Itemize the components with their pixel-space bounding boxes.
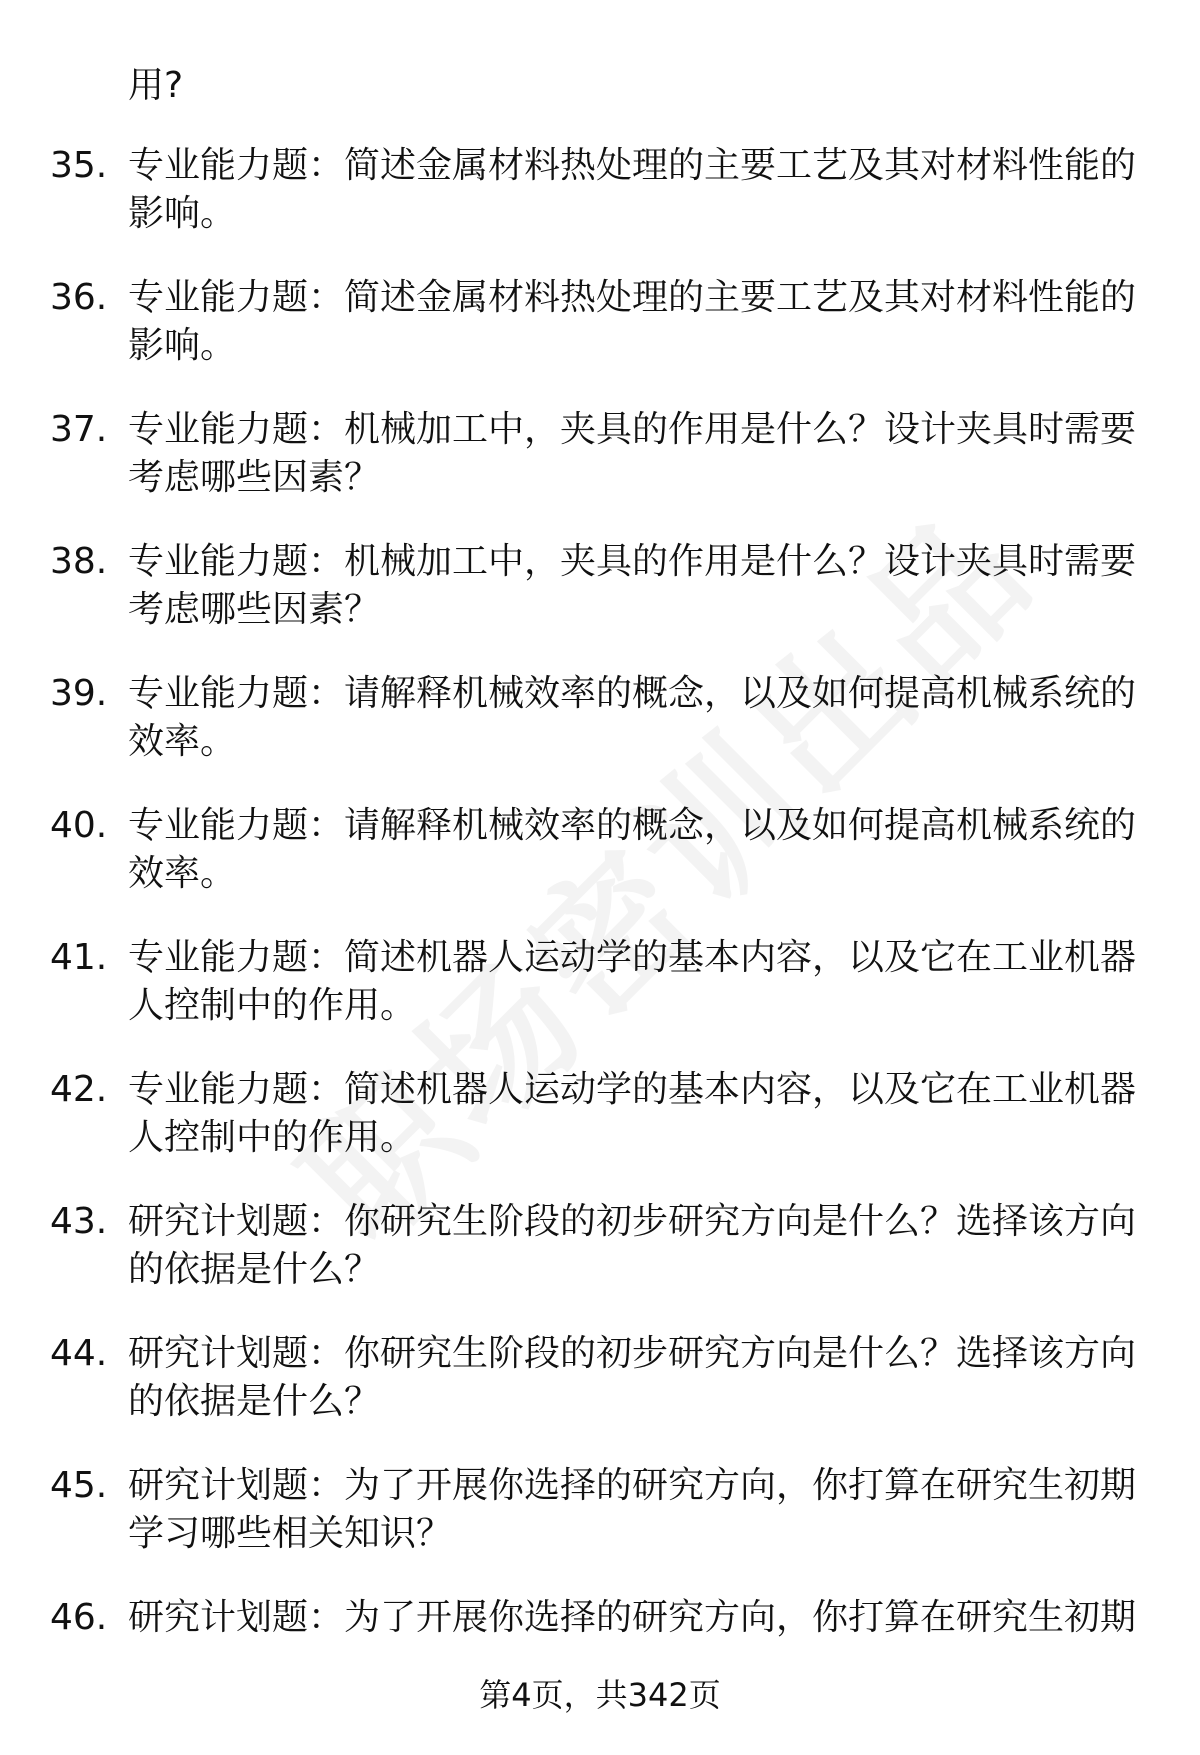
question-number: 36. bbox=[50, 277, 108, 318]
question-item bbox=[0, 538, 1200, 670]
question-item bbox=[0, 1198, 1200, 1330]
question-number: 44. bbox=[50, 1333, 108, 1374]
question-item bbox=[0, 274, 1200, 406]
question-text: 研究计划题：你研究生阶段的初步研究方向是什么？选择该方向的依据是什么？ bbox=[128, 1333, 1137, 1422]
question-text: 专业能力题：简述金属材料热处理的主要工艺及其对材料性能的影响。 bbox=[128, 145, 1137, 234]
question-item bbox=[0, 802, 1200, 934]
question-number: 46. bbox=[50, 1597, 108, 1638]
question-text: 专业能力题：请解释机械效率的概念，以及如何提高机械系统的效率。 bbox=[128, 673, 1137, 762]
question-text: 研究计划题：为了开展你选择的研究方向，你打算在研究生初期学习哪些相关知识？ bbox=[128, 1465, 1137, 1554]
question-text: 专业能力题：简述机器人运动学的基本内容，以及它在工业机器人控制中的作用。 bbox=[128, 937, 1137, 1026]
question-number: 39. bbox=[50, 673, 108, 714]
question-number: 37. bbox=[50, 409, 108, 450]
question-number: 38. bbox=[50, 541, 108, 582]
question-text: 专业能力题：机械加工中，夹具的作用是什么？设计夹具时需要考虑哪些因素？ bbox=[128, 409, 1137, 498]
question-list bbox=[0, 142, 1200, 1726]
page-footer: 第4页，共342页 bbox=[479, 1676, 721, 1714]
question-item bbox=[0, 1066, 1200, 1198]
question-item bbox=[0, 1330, 1200, 1462]
question-number: 42. bbox=[50, 1069, 108, 1110]
question-number: 45. bbox=[50, 1465, 108, 1506]
question-item bbox=[0, 670, 1200, 802]
question-number: 35. bbox=[50, 145, 108, 186]
question-number: 40. bbox=[50, 805, 108, 846]
question-item bbox=[0, 934, 1200, 1066]
question-number: 41. bbox=[50, 937, 108, 978]
question-item bbox=[0, 142, 1200, 274]
continuation-text: 用? bbox=[128, 65, 184, 106]
question-text: 专业能力题：简述金属材料热处理的主要工艺及其对材料性能的影响。 bbox=[128, 277, 1137, 366]
question-item bbox=[0, 406, 1200, 538]
question-number: 43. bbox=[50, 1201, 108, 1242]
question-text: 专业能力题：机械加工中，夹具的作用是什么？设计夹具时需要考虑哪些因素？ bbox=[128, 541, 1137, 630]
question-text: 专业能力题：简述机器人运动学的基本内容，以及它在工业机器人控制中的作用。 bbox=[128, 1069, 1137, 1158]
question-text: 专业能力题：请解释机械效率的概念，以及如何提高机械系统的效率。 bbox=[128, 805, 1137, 894]
question-text: 研究计划题：你研究生阶段的初步研究方向是什么？选择该方向的依据是什么？ bbox=[128, 1201, 1137, 1290]
question-text: 研究计划题：为了开展你选择的研究方向，你打算在研究生初期 bbox=[128, 1597, 1137, 1638]
question-item bbox=[0, 1462, 1200, 1594]
